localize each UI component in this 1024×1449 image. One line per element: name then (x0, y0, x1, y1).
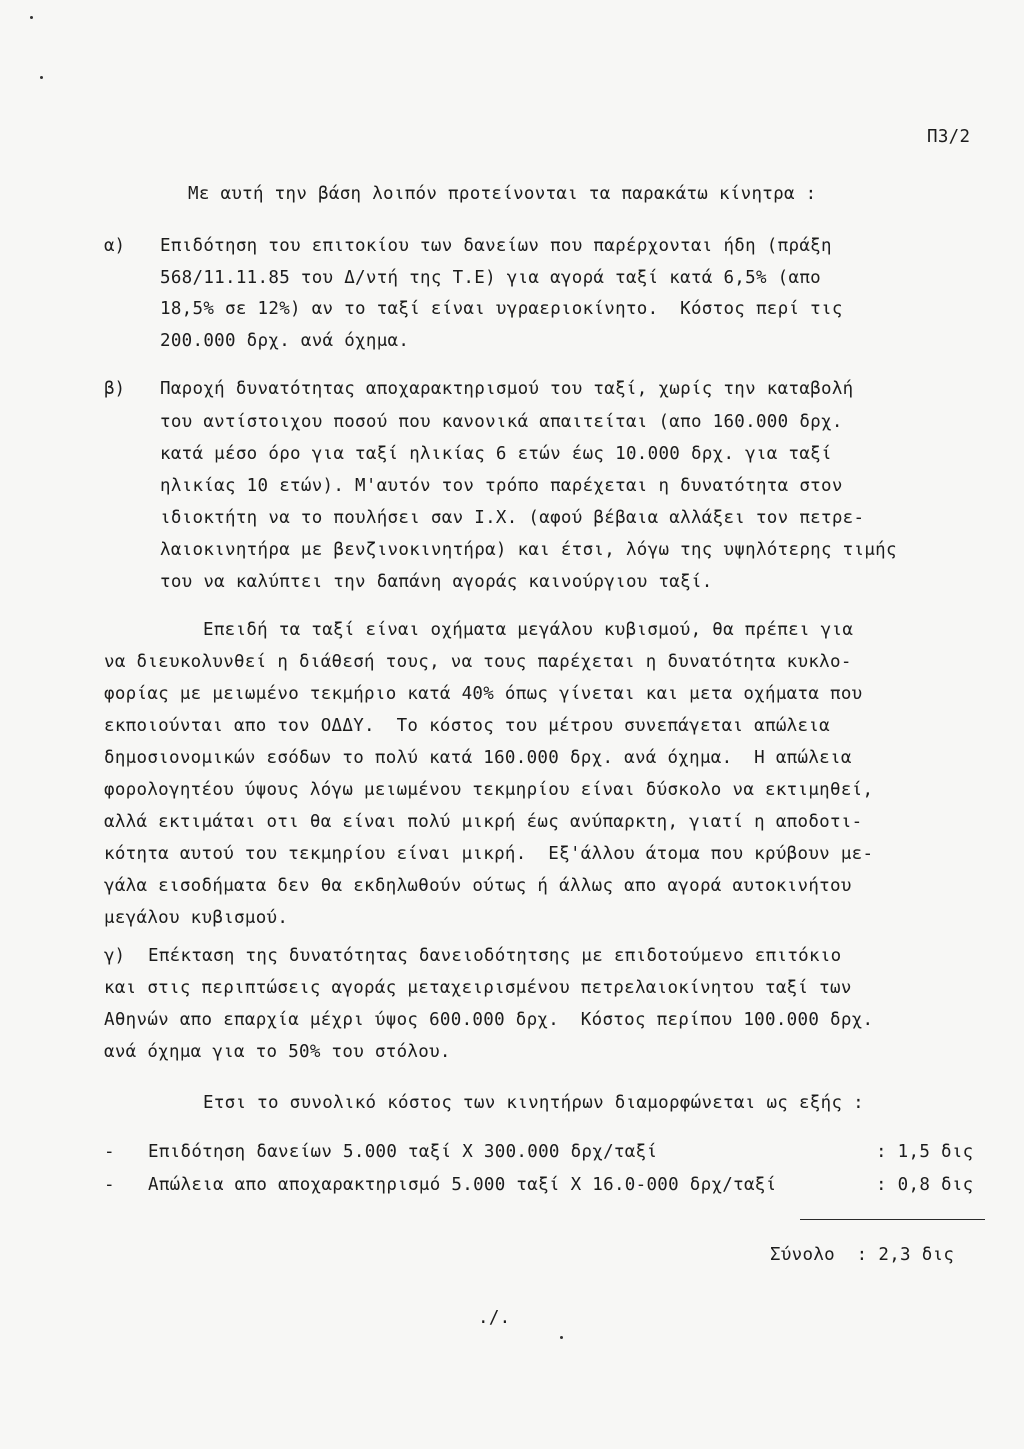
scan-speck (560, 1336, 563, 1339)
item-b-line: κατά μέσο όρο για ταξί ηλικίας 6 ετών έως 10.000 δρχ. για ταξί (160, 444, 832, 464)
item-c-label: γ) (104, 946, 126, 966)
paragraph-line: φορολογητέου ύψους λόγω μειωμένου τεκμηρίου είναι δύσκολο να εκτιμηθεί, (104, 780, 874, 800)
paragraph-line: κότητα αυτού του τεκμηρίου είναι μικρή. Εξ'άλλου άτομα που κρύβουν με- (104, 844, 874, 864)
paragraph-line: να διευκολυνθεί η διάθεσή τους, να τους παρέχεται η δυνατότητα κυκλο- (104, 652, 852, 672)
item-a-line: Επιδότηση του επιτοκίου των δανείων που παρέρχονται ήδη (πράξη (160, 236, 832, 256)
item-a-line: 18,5% σε 12%) αν το ταξί είναι υγραεριοκίνητο. Κόστος περί τις (160, 299, 843, 319)
item-c-line: ανά όχημα για το 50% του στόλου. (104, 1042, 451, 1062)
total-line: Σύνολο : 2,3 δις (770, 1245, 955, 1265)
item-a-line: 568/11.11.85 του Δ/ντή της Τ.Ε) για αγορά ταξί κατά 6,5% (απο (160, 268, 821, 288)
item-b-line: λαιοκινητήρα με βενζινοκινητήρα) και έτσι, λόγω της υψηλότερης τιμής (160, 540, 897, 560)
item-c-line: και στις περιπτώσεις αγοράς μεταχειρισμένου πετρελαιοκίνητου ταξί των (104, 978, 852, 998)
item-c-line: Αθηνών απο επαρχία μέχρι ύψος 600.000 δρχ. Κόστος περίπου 100.000 δρχ. (104, 1010, 874, 1030)
cost-bullet: - (104, 1175, 115, 1195)
cost-value: : 0,8 δις (876, 1175, 974, 1195)
item-c-line: Επέκταση της δυνατότητας δανειοδότητσης με επιδοτούμενο επιτόκιο (148, 946, 842, 966)
continuation-mark: ./. (478, 1308, 511, 1328)
cost-intro: Ετσι το συνολικό κόστος των κινητήρων διαμορφώνεται ως εξής : (203, 1093, 864, 1113)
scan-speck (30, 16, 33, 19)
paragraph-line: γάλα εισοδήματα δεν θα εκδηλωθούν ούτως ή άλλως απο αγορά αυτοκινήτου (104, 876, 852, 896)
cost-bullet: - (104, 1142, 115, 1162)
page-reference: Π3/2 (927, 127, 971, 147)
paragraph-line: εκποιούνται απο τον ΟΔΔΥ. Το κόστος του μέτρου συνεπάγεται απώλεια (104, 716, 831, 736)
total-rule (800, 1219, 985, 1220)
paragraph-line: μεγάλου κυβισμού. (104, 908, 289, 928)
item-b-line: ιδιοκτήτη να το πουλήσει σαν Ι.Χ. (αφού βέβαια αλλάξει τον πετρε- (160, 508, 865, 528)
item-b-line: του αντίστοιχου ποσού που κανονικά απαιτείται (απο 160.000 δρχ. (160, 412, 843, 432)
scan-speck (40, 76, 43, 79)
paragraph-line: δημοσιονομικών εσόδων το πολύ κατά 160.000 δρχ. ανά όχημα. Η απώλεια (104, 748, 852, 768)
item-b-line: ηλικίας 10 ετών). Μ'αυτόν τον τρόπο παρέχεται η δυνατότητα στον (160, 476, 843, 496)
item-b-line: Παροχή δυνατότητας αποχαρακτηρισμού του ταξί, χωρίς την καταβολή (160, 379, 854, 399)
paragraph-line: φορίας με μειωμένο τεκμήριο κατά 40% όπως γίνεται και μετα οχήματα που (104, 684, 863, 704)
cost-description: Απώλεια απο αποχαρακτηρισμό 5.000 ταξί Χ 16.0-000 δρχ/ταξί (148, 1175, 777, 1195)
cost-value: : 1,5 δις (876, 1142, 974, 1162)
item-b-label: β) (104, 379, 126, 399)
intro-line: Με αυτή την βάση λοιπόν προτείνονται τα παρακάτω κίνητρα : (188, 184, 817, 204)
paragraph-line: Επειδή τα ταξί είναι οχήματα μεγάλου κυβισμού, θα πρέπει για (203, 620, 854, 640)
item-a-label: α) (104, 236, 126, 256)
paragraph-line: αλλά εκτιμάται οτι θα είναι πολύ μικρή έως ανύπαρκτη, γιατί η αποδοτι- (104, 812, 863, 832)
item-b-line: του να καλύπτει την δαπάνη αγοράς καινούργιου ταξί. (160, 572, 713, 592)
item-a-line: 200.000 δρχ. ανά όχημα. (160, 331, 410, 351)
cost-description: Επιδότηση δανείων 5.000 ταξί Χ 300.000 δρχ/ταξί (148, 1142, 658, 1162)
